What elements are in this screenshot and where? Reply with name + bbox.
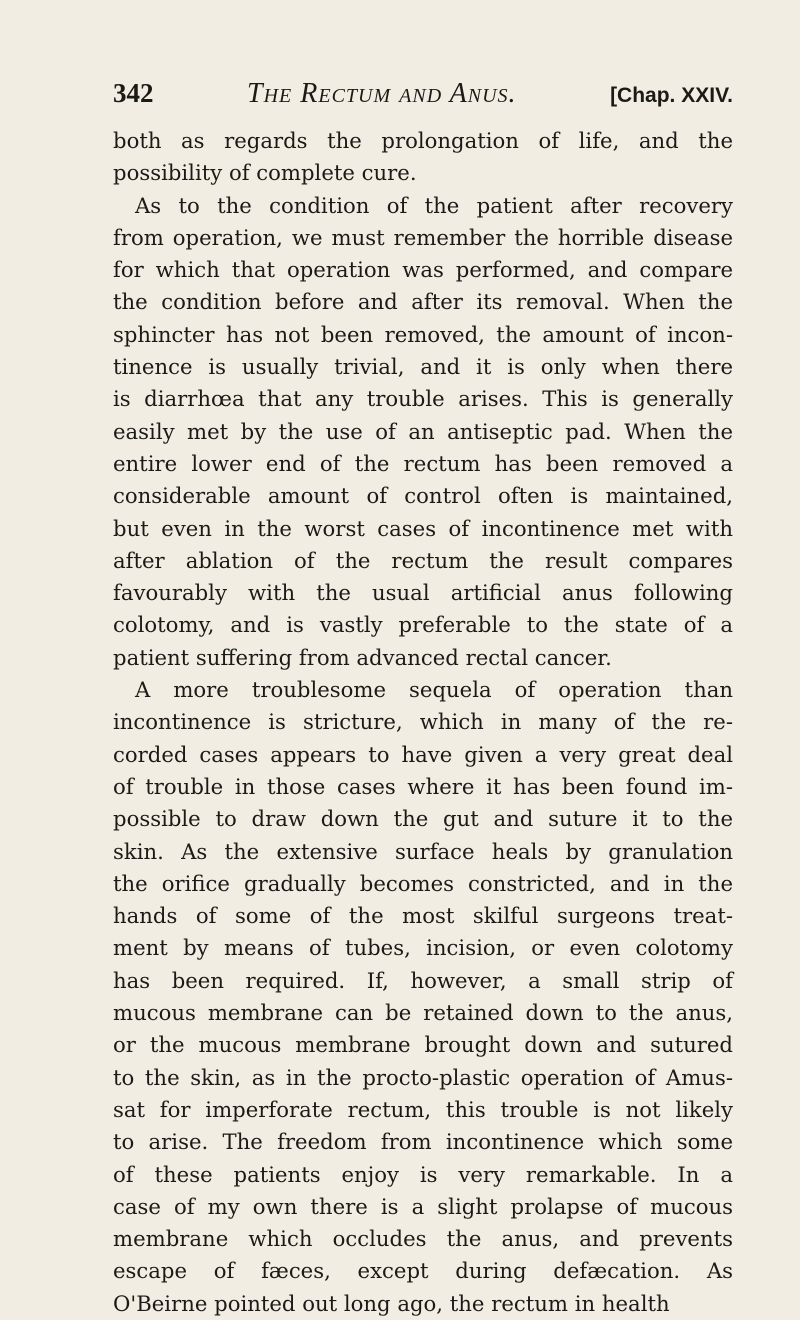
text-line: of these patients enjoy is very remarkable. In a (113, 1161, 733, 1187)
chapter-reference: [Chap. XXIV. (610, 84, 733, 107)
text-line: of trouble in those cases where it has been found im- (113, 773, 733, 799)
text-line: favourably with the usual artificial anus following (113, 580, 733, 606)
text-line: considerable amount of control often is maintained, (113, 483, 733, 509)
text-line: skin. As the extensive surface heals by granulation (113, 838, 733, 864)
text-line: ment by means of tubes, incision, or even colotomy (113, 935, 733, 961)
text-line: As to the condition of the patient after recovery (135, 192, 733, 218)
text-line: incontinence is stricture, which in many of the re- (113, 709, 733, 735)
text-line: the orifice gradually becomes constricted, and in the (113, 870, 733, 896)
text-line: mucous membrane can be retained down to the anus, (113, 1000, 733, 1026)
text-line: case of my own there is a slight prolapse of mucous (113, 1193, 733, 1219)
text-line: A more troublesome sequela of operation than (135, 677, 733, 703)
text-line: possibility of complete cure. (113, 160, 417, 186)
text-line: has been required. If, however, a small strip of (113, 967, 733, 993)
text-line: to arise. The freedom from incontinence which some (113, 1129, 733, 1155)
text-line: sphincter has not been removed, the amount of incon- (113, 321, 733, 347)
text-line: entire lower end of the rectum has been removed a (113, 450, 733, 476)
text-line: patient suffering from advanced rectal cancer. (113, 644, 612, 670)
text-line: escape of fæces, except during defæcation. As (113, 1258, 733, 1284)
text-line: corded cases appears to have given a very great deal (113, 741, 733, 767)
text-line: is diarrhœa that any trouble arises. This is generally (113, 386, 733, 412)
text-line: possible to draw down the gut and suture it to the (113, 806, 733, 832)
text-line: easily met by the use of an antiseptic pad. When the (113, 418, 733, 444)
text-line: hands of some of the most skilful surgeons treat- (113, 903, 733, 929)
body-text (113, 125, 733, 1320)
text-line: both as regards the prolongation of life, and the (113, 128, 733, 153)
text-line: but even in the worst cases of incontinence met with (113, 515, 733, 541)
text-line: tinence is usually trivial, and it is only when there (113, 354, 733, 380)
paragraph (113, 674, 733, 1320)
text-line: from operation, we must remember the horrible disease (113, 224, 733, 250)
running-title: The Rectum and Anus. (247, 78, 517, 109)
text-line: to the skin, as in the procto-plastic operation of Amus- (113, 1064, 733, 1090)
text-line: or the mucous membrane brought down and sutured (113, 1032, 733, 1058)
text-line: the condition before and after its removal. When the (113, 289, 733, 315)
text-line: membrane which occludes the anus, and prevents (113, 1226, 733, 1252)
text-line: for which that operation was performed, and compare (113, 257, 733, 283)
text-line: O'Beirne pointed out long ago, the rectum in health (113, 1290, 670, 1316)
text-line: after ablation of the rectum the result compares (113, 547, 733, 573)
text-line: sat for imperforate rectum, this trouble is not likely (113, 1096, 733, 1122)
page-header (113, 78, 733, 118)
page-number: 342 (113, 78, 154, 108)
paragraph (113, 125, 733, 190)
paragraph (113, 190, 733, 674)
text-line: colotomy, and is vastly preferable to the state of a (113, 612, 733, 638)
